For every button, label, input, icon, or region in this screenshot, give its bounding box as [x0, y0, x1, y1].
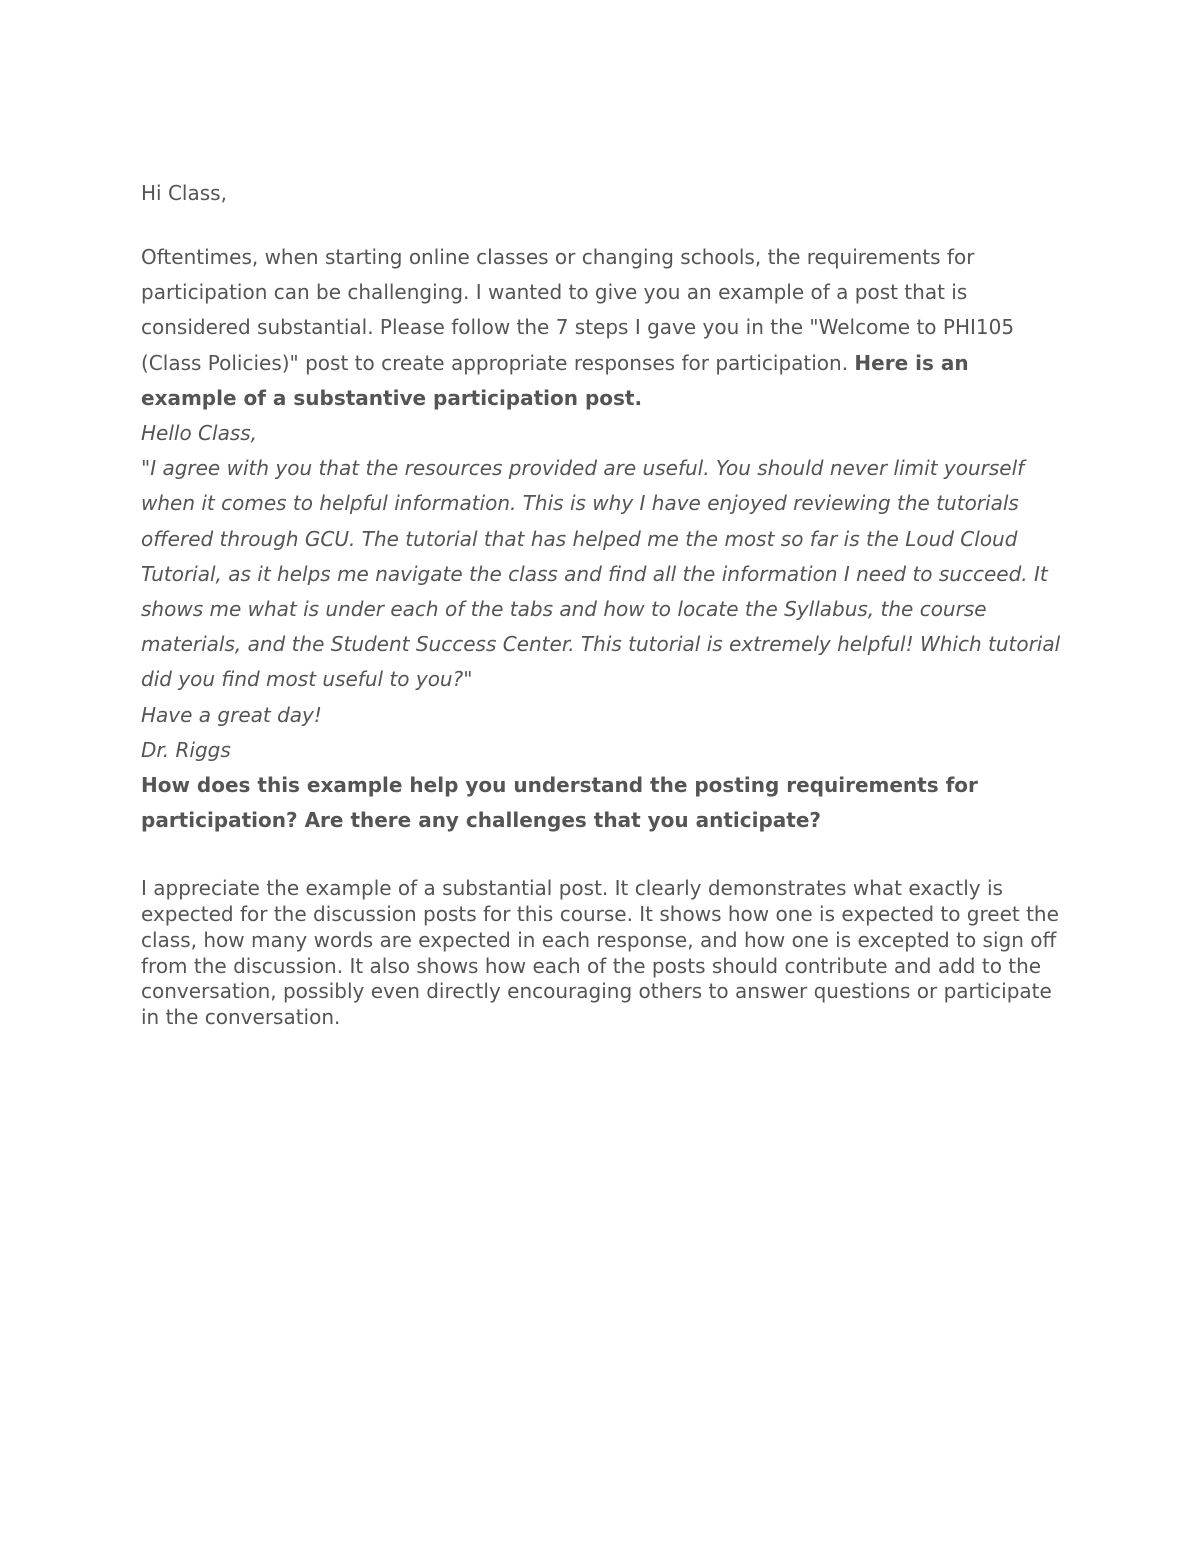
intro-paragraph	[141, 240, 1061, 416]
answer-paragraph: I appreciate the example of a substantial post. It clearly demonstrates what exactly is expected for the discussion posts for this course. It shows how one is expected to greet the class, how many words are expected in each response, and how one is excepted to sign off from the discussion. It also shows how each of the posts should contribute and add to the conversation, possibly even directly encouraging others to answer questions or participate in the conversation.	[141, 876, 1059, 1029]
example-signature: Dr. Riggs	[141, 737, 231, 762]
example-closing: Have a great day!	[141, 702, 322, 727]
intro-text: Oftentimes, when starting online classes or changing schools, the requirements for participation can be challenging. I wanted to give you an example of a post that is considered substantial. Please follow the 7 steps I gave you in the "Welcome to PHI105 (Class Policies)" post to create appropriate responses for participation.	[141, 245, 1015, 375]
greeting: Hi Class,	[141, 181, 227, 205]
intro-bold-text: Here is an example of a substantive participation post.	[141, 350, 969, 410]
example-body: "I agree with you that the resources provided are useful. You should never limit yourself when it comes to helpful information. This is why I have enjoyed reviewing the tutorials offered through GCU. The tutorial that has helped me the most so far is the Loud Cloud Tutorial, as it helps me navigate the class and find all the information I need to succeed. It shows me what is under each of the tabs and how to locate the Syllabus, the course materials, and the Student Success Center. This tutorial is extremely helpful! Which tutorial did you find most useful to you?"	[141, 456, 1061, 692]
discussion-question: How does this example help you understand the posting requirements for participation? Are there any challenges that you anticipate?	[141, 773, 978, 833]
example-post	[141, 416, 1061, 768]
example-salutation: Hello Class,	[141, 421, 258, 446]
document-page	[141, 176, 1061, 1031]
